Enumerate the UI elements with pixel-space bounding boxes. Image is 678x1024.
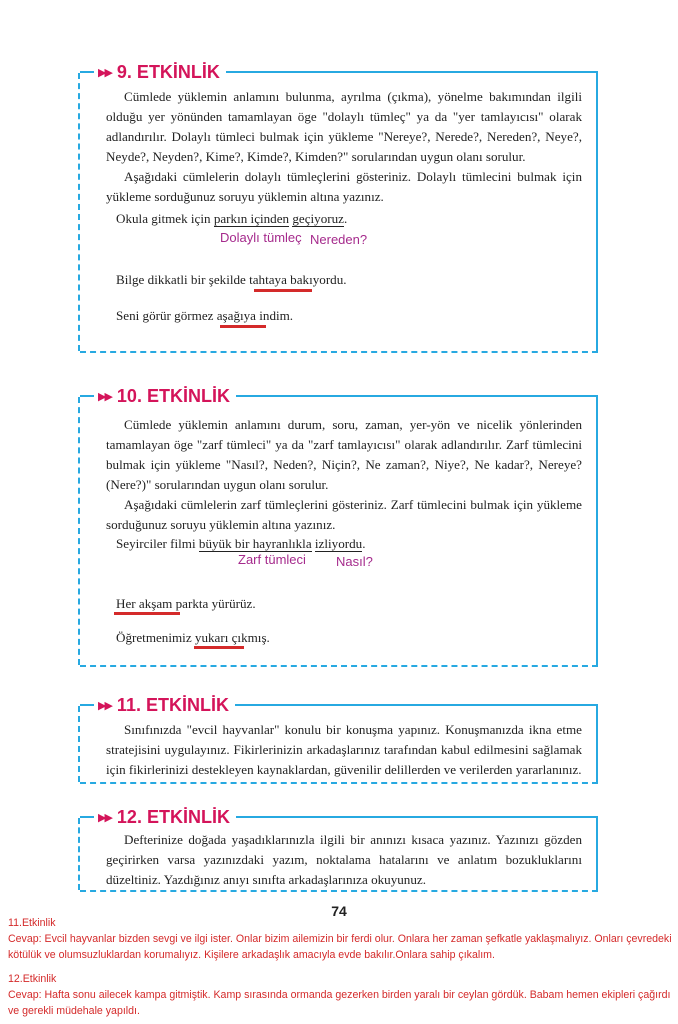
- activity-10-sentence-1-underline: [114, 612, 180, 615]
- activity-9-sentence-1: Bilge dikkatli bir şekilde tahtaya bakıyordu.: [116, 272, 347, 287]
- activity-9-sentence-1-underline: [254, 289, 312, 292]
- activity-11-heading: ▶▶ 11. ETKİNLİK: [94, 694, 235, 717]
- activity-9-sentence-2-underline: [220, 325, 266, 328]
- activity-12-heading: ▶▶ 12. ETKİNLİK: [94, 806, 236, 829]
- activity-9-box: [80, 62, 598, 353]
- activity-10-answer-label-2: Nasıl?: [336, 554, 373, 569]
- answer-note-11-title: 11.Etkinlik: [8, 917, 56, 929]
- activity-10-box: [80, 386, 598, 667]
- double-arrow-icon: ▶▶: [98, 67, 111, 79]
- answer-note-11: [8, 915, 672, 963]
- activity-10-example-sentence: Seyirciler filmi büyük bir hayranlıkla izliyordu.: [116, 536, 366, 551]
- activity-10-sentence-2: Öğretmenimiz yukarı çıkmış.: [116, 630, 270, 645]
- activity-9-paragraph-2: Aşağıdaki cümlelerin dolaylı tümleçlerini gösteriniz. Dolaylı tümlecini bulmak için yükleme sorduğunuz soruyu yüklemin altına yazınız.: [106, 169, 582, 204]
- double-arrow-icon: ▶▶: [98, 812, 111, 824]
- activity-9-heading: ▶▶ 9. ETKİNLİK: [94, 61, 226, 84]
- activity-9-answer-label-2: Nereden?: [310, 232, 368, 247]
- activity-10-sentence-1: Her akşam parkta yürürüz.: [116, 596, 256, 611]
- activity-9-paragraph-1: Cümlede yüklemin anlamını bulunma, ayrılma (çıkma), yönelme bakımından ilgili olduğu yer yönünden tamamlayan öge "dolaylı tümleç" ya da "yer tamlayıcısı" olarak adlandırılır. Dolaylı tümleci bulmak için yükleme "Nereye?, Nerede?, Nereden?, Neye?, Neyde?, Neyden?, Kime?, Kimde?, Kimden?" sorularından uygun olanı sorulur.: [106, 89, 582, 164]
- activity-10-heading: ▶▶ 10. ETKİNLİK: [94, 385, 236, 408]
- activity-10-answer-label-1: Zarf tümleci: [238, 552, 306, 567]
- activity-10-sentence-2-underline: [194, 646, 244, 649]
- activity-9-example-sentence: Okula gitmek için parkın içinden geçiyoruz.: [116, 211, 348, 226]
- answer-note-12: [8, 971, 672, 1019]
- activity-11-box: [80, 695, 598, 784]
- activity-10-paragraph-1: Cümlede yüklemin anlamını durum, soru, zaman, yer-yön ve nicelik yönlerinden tamamlayan öge "zarf tümleci" ya da "zarf tamlayıcısı" olarak adlandırılır. Zarf tümlecini bulmak için yükleme "Nasıl?, Neden?, Niçin?, Ne zaman?, Niye?, Ne kadar?, Nereye? (Nere?)" sorularından uygun olanı sorulur.: [106, 417, 582, 492]
- answer-note-12-text: Cevap: Hafta sonu ailecek kampa gitmiştik. Kamp sırasında ormanda gezerken birden yaralı bir ceylan gördük. Babam hemen ekipleri çağırdı ve gerekli müdehale yapıldı.: [8, 989, 671, 1017]
- answer-note-12-title: 12.Etkinlik: [8, 973, 57, 985]
- answer-note-11-text: Cevap: Evcil hayvanlar bizden sevgi ve ilgi ister. Onlar bizim ailemizin bir ferdi olur. Onlara her zaman şefkatle yaklaşmalıyız. Onları çevredeki kötülük ve olumsuzluklardan korumalıyız. Kişilere arkadaşlık amacıyla evde bakılır.Onlara sahip çıkalım.: [8, 933, 672, 961]
- page-number: 74: [331, 903, 347, 919]
- activity-11-paragraph: Sınıfınızda "evcil hayvanlar" konulu bir konuşma yapınız. Konuşmanızda ikna etme stratejisini uygulayınız. Fikirlerinizin arkadaşlarınız tarafından kabul edilmesini sağlamak için fikirlerinizi destekleyen kaynaklardan, güvenilir delillerden ve verilerden yararlanınız.: [106, 722, 582, 777]
- activity-12-box: [80, 807, 598, 892]
- activity-9-sentence-2: Seni görür görmez aşağıya indim.: [116, 308, 294, 323]
- double-arrow-icon: ▶▶: [98, 700, 111, 712]
- activity-12-paragraph: Defterinize doğada yaşadıklarınızla ilgili bir anınızı kısaca yazınız. Yazınızı gözden geçirirken varsa yazınızdaki yazım, noktalama hatalarını ve anlatım bozukluklarını düzeltiniz. Yazdığınız anıyı sınıfta arkadaşlarınıza okuyunuz.: [106, 832, 582, 887]
- activity-9-answer-label-1: Dolaylı tümleç: [220, 230, 302, 245]
- double-arrow-icon: ▶▶: [98, 391, 111, 403]
- activity-10-paragraph-2: Aşağıdaki cümlelerin zarf tümleçlerini gösteriniz. Zarf tümlecini bulmak için yükleme sorduğunuz soruyu yüklemin altına yazınız.: [106, 497, 582, 532]
